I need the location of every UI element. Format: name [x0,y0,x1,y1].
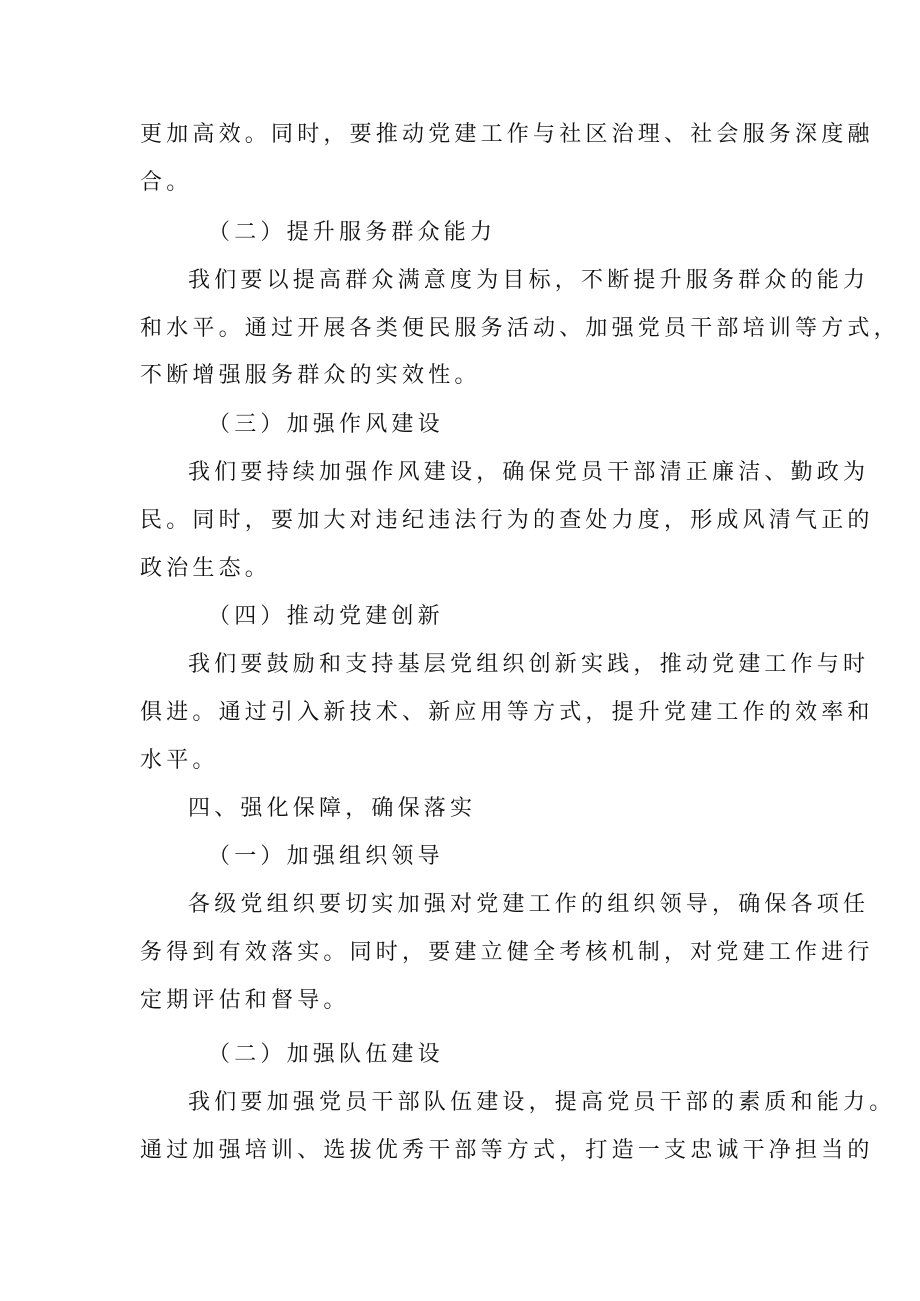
paragraph-line: 不断增强服务群众的实效性。 [140,363,481,388]
paragraph-line: 民。同时，要加大对违纪违法行为的查处力度，形成风清气正的 [140,508,874,533]
paragraph-line: 更加高效。同时，要推动党建工作与社区治理、社会服务深度融 [140,122,874,147]
paragraph-line: 定期评估和督导。 [140,988,350,1013]
paragraph-line: 我们要以提高群众满意度为目标，不断提升服务群众的能力 [188,268,870,293]
subsection-heading: （二）提升服务群众能力 [208,220,497,245]
paragraph-line: 我们要鼓励和支持基层党组织创新实践，推动党建工作与时 [188,652,870,677]
subsection-heading: （三）加强作风建设 [208,412,444,437]
subsection-heading: （四）推动党建创新 [208,604,444,629]
section-heading: 四、强化保障，确保落实 [188,796,477,821]
paragraph-line: 和水平。通过开展各类便民服务活动、加强党员干部培训等方式， [140,316,900,341]
paragraph-line: 合。 [140,170,193,195]
paragraph-line: 我们要加强党员干部队伍建设，提高党员干部的素质和能力。 [188,1090,896,1115]
paragraph-line: 各级党组织要切实加强对党建工作的组织领导，确保各项任 [188,892,870,917]
paragraph-line: 政治生态。 [140,556,272,581]
paragraph-line: 我们要持续加强作风建设，确保党员干部清正廉洁、勤政为 [188,460,870,485]
subsection-heading: （二）加强队伍建设 [208,1042,444,1067]
subsection-heading: （一）加强组织领导 [208,844,444,869]
paragraph-line: 俱进。通过引入新技术、新应用等方式，提升党建工作的效率和 [140,700,874,725]
paragraph-line: 通过加强培训、选拔优秀干部等方式，打造一支忠诚干净担当的 [140,1138,874,1163]
paragraph-line: 水平。 [140,748,219,773]
paragraph-line: 务得到有效落实。同时，要建立健全考核机制，对党建工作进行 [140,940,874,965]
